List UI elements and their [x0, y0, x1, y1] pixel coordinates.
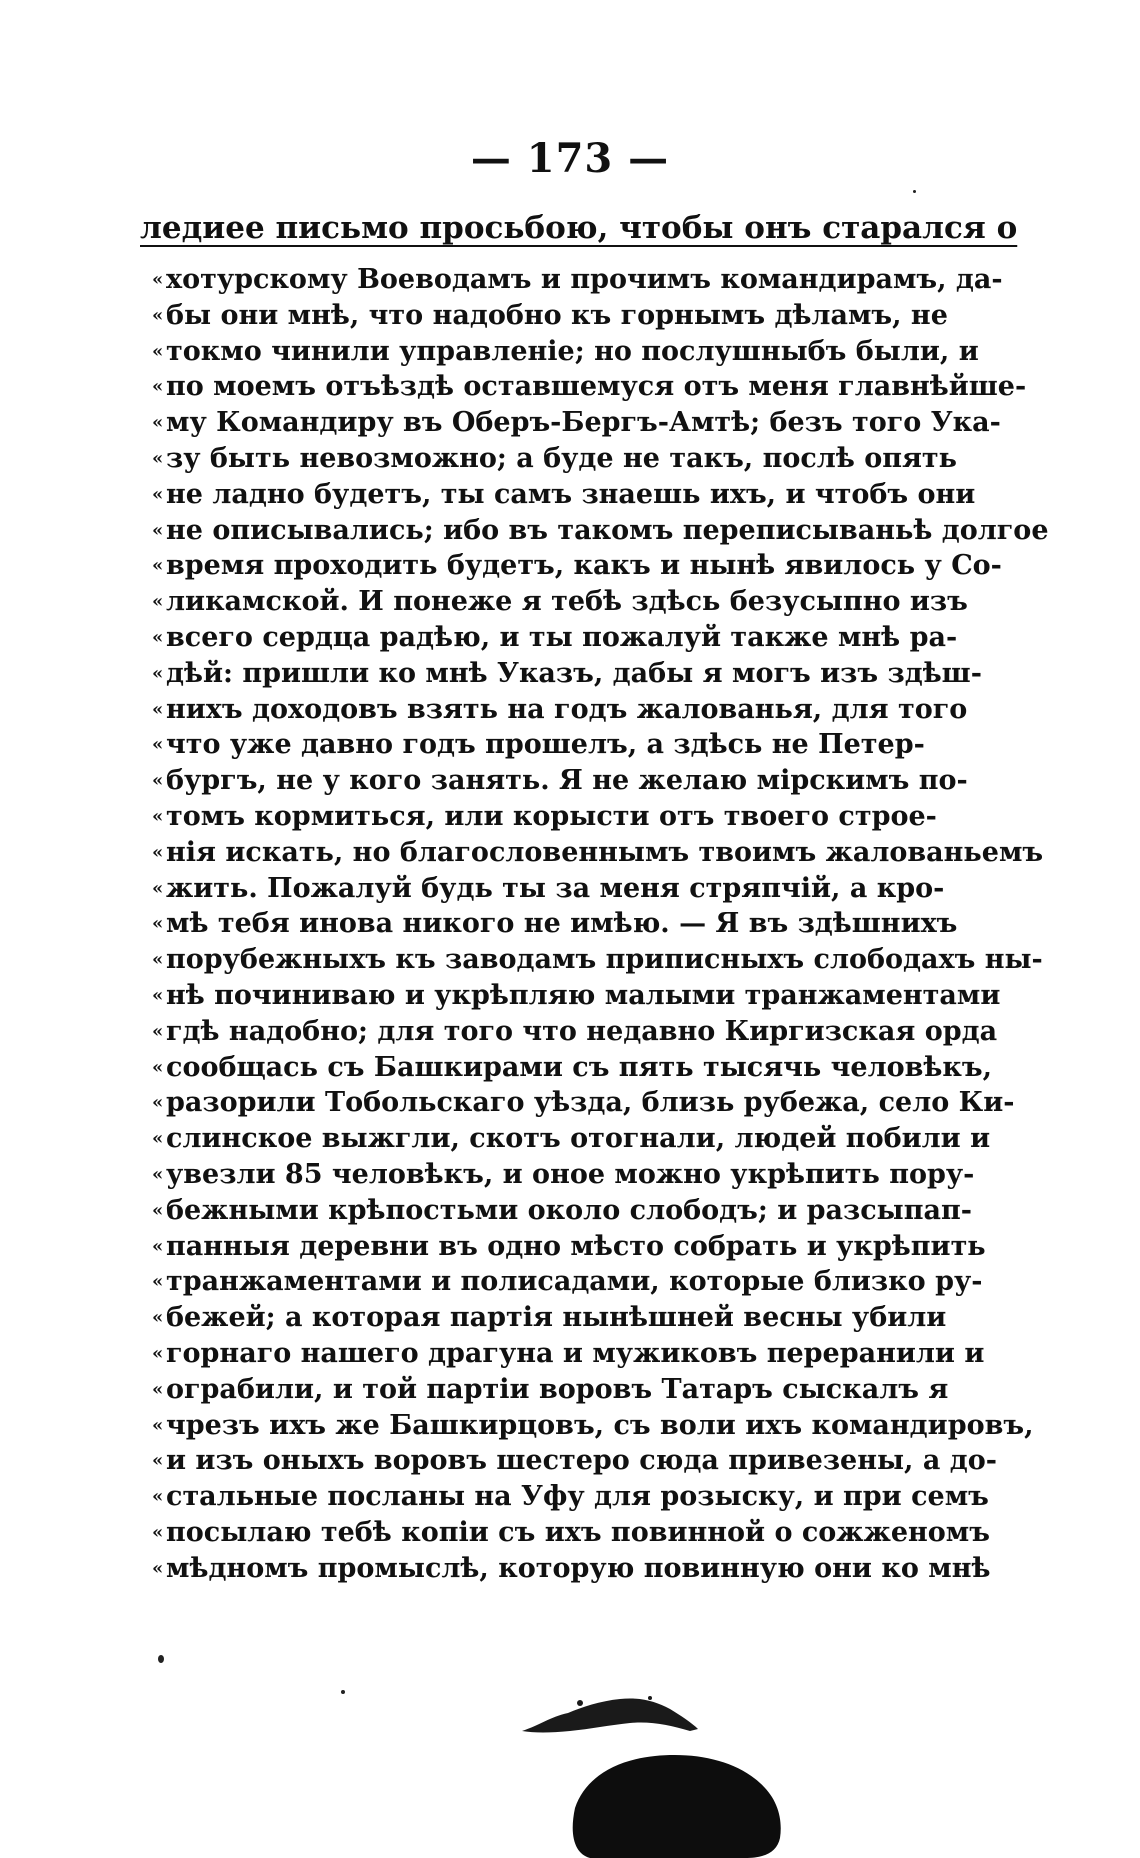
quotation-mark: «: [152, 1450, 164, 1472]
quote-line: [152, 441, 957, 477]
quote-line-text: порубежныхъ къ заводамъ приписныхъ слободахъ ны-: [166, 944, 1043, 976]
quote-line: [152, 1264, 983, 1300]
quote-line-text: нѣ починиваю и укрѣпляю малыми транжаментами: [166, 979, 1001, 1011]
quote-line: [152, 727, 925, 763]
quotation-mark: «: [152, 304, 164, 326]
quote-line: [152, 799, 937, 835]
quotation-mark: «: [152, 1486, 164, 1508]
quotation-mark: «: [152, 483, 164, 505]
quotation-mark: «: [152, 1378, 164, 1400]
quotation-mark: «: [152, 984, 164, 1006]
quote-line: [152, 334, 979, 370]
quote-line-text: му Командиру въ Оберъ-Бергъ-Амтѣ; безъ того Ука-: [166, 407, 1001, 439]
quotation-mark: «: [152, 376, 164, 398]
quote-line-text: разорили Тобольскаго уѣзда, близь рубежа, село Ки-: [166, 1087, 1015, 1119]
quote-line-text: что уже давно годъ прошелъ, а здѣсь не Петер-: [166, 729, 925, 761]
quote-line-text: время проходить будетъ, какъ и нынѣ явилось у Со-: [166, 550, 1002, 582]
quote-line-text: транжаментами и полисадами, которые близко ру-: [166, 1266, 983, 1298]
quote-line: [152, 405, 1001, 441]
quoted-letter-block: [152, 262, 1049, 1586]
quotation-mark: «: [152, 734, 164, 756]
quote-line-text: по моемъ отъѣздѣ оставшемуся отъ меня главнѣйше-: [166, 371, 1027, 403]
quote-line: [152, 1336, 985, 1372]
scan-speck: [158, 1655, 164, 1663]
quotation-mark: «: [152, 1128, 164, 1150]
quotation-mark: «: [152, 841, 164, 863]
ink-blot-lower: [565, 1748, 785, 1858]
quotation-mark: «: [152, 591, 164, 613]
quote-line: [152, 1479, 989, 1515]
quotation-mark: «: [152, 1092, 164, 1114]
quotation-mark: «: [152, 1557, 164, 1579]
quotation-mark: «: [152, 340, 164, 362]
quotation-mark: «: [152, 555, 164, 577]
quotation-mark: «: [152, 1342, 164, 1364]
quotation-mark: «: [152, 877, 164, 899]
quotation-mark: «: [152, 626, 164, 648]
quote-line-text: сообщась съ Башкирами съ пять тысячь человѣкъ,: [166, 1051, 992, 1083]
quotation-mark: «: [152, 770, 164, 792]
quotation-mark: «: [152, 1056, 164, 1078]
scan-speck: [341, 1690, 345, 1694]
quotation-mark: «: [152, 1235, 164, 1257]
quote-line-text: зу быть невозможно; а буде не такъ, послѣ опять: [166, 442, 957, 474]
quotation-mark: «: [152, 662, 164, 684]
quotation-mark: «: [152, 269, 164, 290]
quote-line-text: чрезъ ихъ же Башкирцовъ, съ воли ихъ командировъ,: [166, 1409, 1034, 1441]
quote-line: [152, 1085, 1015, 1121]
quote-line: [152, 1443, 997, 1479]
quotation-mark: «: [152, 698, 164, 720]
quote-line-text: ликамской. И понеже я тебѣ здѣсь безусыпно изъ: [166, 586, 968, 618]
quote-line-text: увезли 85 человѣкъ, и оное можно укрѣпить пору-: [166, 1158, 975, 1190]
quote-line: [152, 477, 976, 513]
quotation-mark: «: [152, 805, 164, 827]
quote-line-text: и изъ оныхъ воровъ шестеро сюда привезены, а до-: [166, 1445, 997, 1477]
quote-line: [152, 1121, 991, 1157]
quote-line-text: бы они мнѣ, что надобно къ горнымъ дѣламъ, не: [166, 299, 948, 331]
quote-line: [152, 1193, 972, 1229]
quote-line: [152, 906, 958, 942]
quote-line-text: бургъ, не у кого занять. Я не желаю мірскимъ по-: [166, 765, 968, 797]
quote-line-text: токмо чинили управленіе; но послушныбъ были, и: [166, 335, 979, 367]
quote-line: [152, 1515, 990, 1551]
quote-line: [152, 942, 1043, 978]
quote-line-text: мѣдномъ промыслѣ, которую повинную они ко мнѣ: [166, 1552, 991, 1584]
quotation-mark: «: [152, 949, 164, 971]
quote-line: [152, 513, 1049, 549]
quote-line-text: томъ кормиться, или корысти отъ твоего строе-: [166, 800, 937, 832]
quote-line: [152, 584, 968, 620]
quote-line: [152, 262, 1003, 298]
quote-line-text: не ладно будетъ, ты самъ знаешь ихъ, и чтобъ они: [166, 478, 976, 510]
quote-line-text: слинское выжгли, скотъ отогнали, людей побили и: [166, 1123, 991, 1155]
first-text-line: ледиее письмо просьбою, чтобы онъ старался о: [140, 210, 1018, 246]
quote-line: [152, 835, 1044, 871]
quotation-mark: «: [152, 913, 164, 935]
quote-line-text: горнаго нашего драгуна и мужиковъ переранили и: [166, 1337, 985, 1369]
quote-line: [152, 369, 1027, 405]
quote-line-text: бежей; а которая партія нынѣшней весны убили: [166, 1302, 947, 1334]
quote-line: [152, 298, 948, 334]
quote-line-text: бежными крѣпостьми около слободъ; и разсыпап-: [166, 1194, 972, 1226]
quote-line: [152, 1157, 975, 1193]
quote-line: [152, 1300, 947, 1336]
quote-line: [152, 763, 968, 799]
page-number: — 173 —: [470, 135, 670, 182]
quote-line: [152, 1229, 986, 1265]
scan-speck: [913, 190, 916, 193]
quotation-mark: «: [152, 1414, 164, 1436]
quote-line: [152, 978, 1001, 1014]
quote-line-text: ограбили, и той партіи воровъ Татаръ сыскалъ я: [166, 1373, 949, 1405]
quote-line: [152, 656, 982, 692]
quote-line-text: нихъ доходовъ взять на годъ жалованья, для того: [166, 693, 968, 725]
quote-line: [152, 1014, 998, 1050]
quote-line: [152, 1050, 992, 1086]
quotation-mark: «: [152, 412, 164, 434]
quote-line: [152, 1372, 949, 1408]
quote-line-text: посылаю тебѣ копіи съ ихъ повинной о сожженомъ: [166, 1516, 990, 1548]
quotation-mark: «: [152, 1199, 164, 1221]
quote-line-text: нія искать, но благословеннымъ твоимъ жалованьемъ: [166, 836, 1044, 868]
quote-line-text: стальные посланы на Уфу для розыску, и при семъ: [166, 1481, 989, 1513]
quote-line-text: дѣй: пришли ко мнѣ Указъ, дабы я могъ изъ здѣш-: [166, 657, 982, 689]
quote-line: [152, 620, 958, 656]
quotation-mark: «: [152, 1020, 164, 1042]
quote-line-text: мѣ тебя инова никого не имѣю. — Я въ здѣшнихъ: [166, 908, 958, 940]
quotation-mark: «: [152, 519, 164, 541]
quotation-mark: «: [152, 447, 164, 469]
quote-line: [152, 692, 968, 728]
quote-line: [152, 1551, 991, 1587]
quote-line-text: панныя деревни въ одно мѣсто собрать и укрѣпить: [166, 1230, 986, 1262]
quote-line-text: хотурскому Воеводамъ и прочимъ командирамъ, да-: [166, 264, 1003, 295]
quote-line: [152, 1408, 1034, 1444]
quote-line-text: гдѣ надобно; для того что недавно Киргизская орда: [166, 1015, 998, 1047]
quote-line: [152, 871, 945, 907]
ink-blot-upper: [520, 1695, 700, 1735]
quote-line-text: жить. Пожалуй будь ты за меня стряпчій, а кро-: [166, 872, 945, 904]
quote-line: [152, 548, 1002, 584]
quotation-mark: «: [152, 1271, 164, 1293]
quotation-mark: «: [152, 1163, 164, 1185]
quote-line-text: не описывались; ибо въ такомъ переписываньѣ долгое: [166, 514, 1049, 546]
quotation-mark: «: [152, 1521, 164, 1543]
quote-line-text: всего сердца радѣю, и ты пожалуй также мнѣ ра-: [166, 621, 958, 653]
quotation-mark: «: [152, 1307, 164, 1329]
